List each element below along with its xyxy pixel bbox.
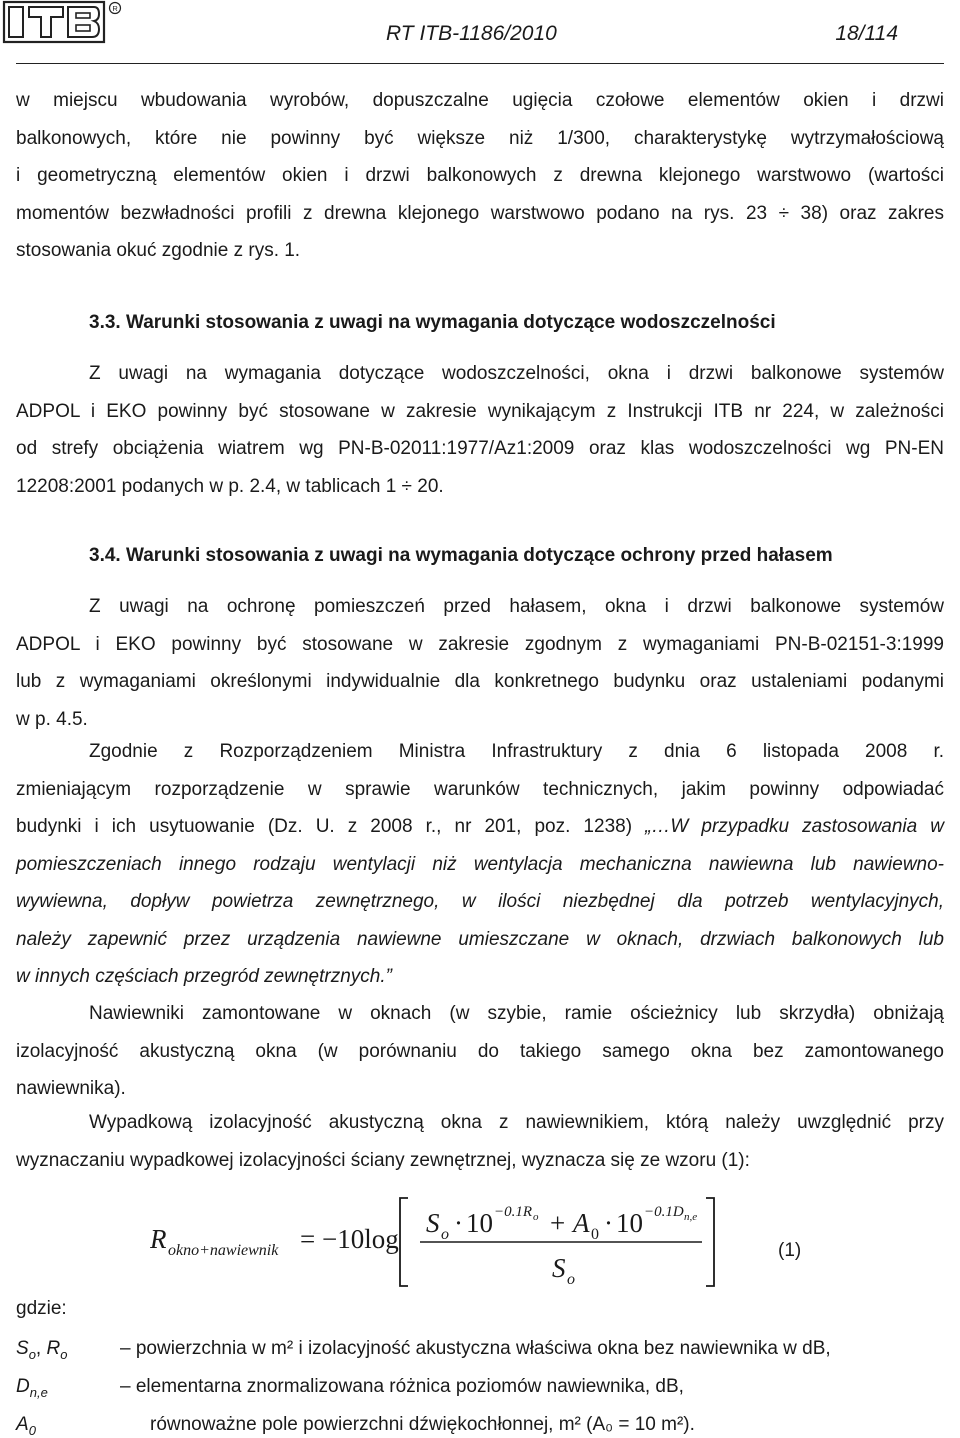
numerator-A-sub: 0 <box>591 1226 599 1243</box>
paragraph-regulation <box>16 733 944 996</box>
itb-logo <box>2 0 122 44</box>
svg-text:R: R <box>112 4 118 13</box>
equation-number: (1) <box>778 1240 802 1261</box>
text-line: wyznaczaniu wypadkowej izolacyjności ściany zewnętrznej, wyznacza się ze wzoru (1): <box>16 1149 750 1171</box>
denominator-S: S <box>552 1253 566 1283</box>
definition-symbol: $D_{n,e}$ <box>16 1376 48 1400</box>
formula-lhs-sub: okno+nawiewnik <box>168 1242 279 1259</box>
text-line: w miejscu wbudowania wyrobów, dopuszczalne ugięcia czołowe elementów okien i drzwi <box>16 90 944 111</box>
text-line: od strefy obciążenia wiatrem wg PN-B-02011:1977/Az1:2009 oraz klas wodoszczelności wg PN-EN <box>16 438 944 459</box>
dot-2: · <box>604 1208 613 1238</box>
numerator-S: S <box>426 1208 440 1238</box>
paragraph-noise-protection <box>16 588 944 738</box>
definition-symbol: $S_o$, $R_o$ <box>16 1338 68 1362</box>
document-reference: RT ITB-1186/2010 <box>386 22 557 45</box>
quote-span: „…W przypadku zastosowania w <box>645 816 944 837</box>
quote-line: pomieszczeniach innego rodzaju wentylacji niż wentylacja mechaniczna nawiewna lub nawiewno- <box>16 853 944 875</box>
denominator-S-sub: o <box>567 1271 575 1288</box>
left-bracket <box>400 1198 408 1286</box>
exponent-1-sub: o <box>533 1211 539 1223</box>
text-line: balkonowych, które nie powinny być większe niż 1/300, charakterystykę wytrzymałościową <box>16 127 944 149</box>
paragraph-formula-intro <box>16 1104 944 1179</box>
page-header <box>0 0 960 52</box>
quote-line: należy zapewnić przez urządzenia nawiewne umieszczane w oknach, drzwiach balkonowych lub <box>16 928 944 950</box>
text-line <box>16 808 944 846</box>
text-line: 12208:2001 podanych w p. 2.4, w tablicach 1 ÷ 20. <box>16 475 444 497</box>
definition-text: równoważne pole powierzchni dźwiękochłonnej, m² (A₀ = 10 m²). <box>150 1414 695 1435</box>
text-line: Zgodnie z Rozporządzeniem Ministra Infrastruktury z dnia 6 listopada 2008 r. <box>89 741 944 762</box>
text-line: w p. 4.5. <box>16 708 88 730</box>
paragraph-intro <box>16 82 944 270</box>
dot-1: · <box>454 1208 463 1238</box>
text-line: ADPOL i EKO powinny być stosowane w zakresie zgodnym z wymaganiami PN-B-02151-3:1999 <box>16 633 944 655</box>
formula-equals: = −10log <box>300 1224 399 1254</box>
numerator-A: A <box>573 1208 590 1238</box>
exponent-2-sub: n,e <box>684 1211 698 1223</box>
formula-lhs: R <box>150 1224 167 1254</box>
right-bracket <box>706 1198 714 1286</box>
exponent-1: −0.1R <box>494 1204 533 1220</box>
definition-text: – powierzchnia w m² i izolacyjność akustyczna właściwa okna bez nawiewnika w dB, <box>120 1338 831 1359</box>
header-rule <box>16 63 944 64</box>
paragraph-trickle-vents <box>16 995 944 1108</box>
text-line: i geometryczną elementów okien i drzwi balkonowych z drewna klejonego warstwowo (wartości <box>16 165 944 186</box>
definition-symbol: $A_0$ <box>16 1414 36 1438</box>
ten-1: 10 <box>466 1208 493 1238</box>
text-line: izolacyjność akustyczną okna (w porównaniu do takiego samego okna bez zamontowanego <box>16 1040 944 1062</box>
text-line: Wypadkową izolacyjność akustyczną okna z nawiewnikiem, którą należy uwzględnić przy <box>89 1112 944 1133</box>
section-heading-3-4: 3.4. Warunki stosowania z uwagi na wymagania dotyczące ochrony przed hałasem <box>89 545 833 566</box>
numerator-S-sub: o <box>441 1226 449 1243</box>
text-line: Z uwagi na ochronę pomieszczeń przed hałasem, okna i drzwi balkonowe systemów <box>89 596 944 617</box>
text-line: stosowania okuć zgodnie z rys. 1. <box>16 240 301 261</box>
text-line: Nawiewniki zamontowane w oknach (w szybie, ramie ościeżnicy lub skrzydła) obniżają <box>89 1003 944 1024</box>
page-number: 18/114 <box>835 22 898 45</box>
formula-1 <box>150 1192 940 1292</box>
ten-2: 10 <box>616 1208 643 1238</box>
text-line: Z uwagi na wymagania dotyczące wodoszczelności, okna i drzwi balkonowe systemów <box>89 363 944 384</box>
quote-line: wywiewna, dopływ powietrza zewnętrznego, w ilości niezbędnej dla potrzeb wentylacyjnych, <box>16 891 944 912</box>
quote-line: w innych częściach przegród zewnętrznych.” <box>16 966 392 987</box>
definitions-label: gdzie: <box>16 1298 67 1319</box>
text-line: lub z wymaganiami określonymi indywidualnie dla konkretnego budynku oraz ustaleniami podanymi <box>16 671 944 692</box>
exponent-2: −0.1D <box>644 1204 684 1220</box>
paragraph-water-tightness <box>16 355 944 505</box>
section-heading-3-3: 3.3. Warunki stosowania z uwagi na wymagania dotyczące wodoszczelności <box>89 312 776 333</box>
plus-sign: + <box>550 1208 566 1238</box>
text-line: momentów bezwładności profili z drewna klejonego warstwowo podano na rys. 23 ÷ 38) oraz zakres <box>16 202 944 224</box>
text-line: zmieniającym rozporządzenie w sprawie warunków technicznych, jakim powinny odpowiadać <box>16 778 944 800</box>
definition-text: – elementarna znormalizowana różnica poziomów nawiewnika, dB, <box>120 1376 684 1397</box>
text-line: ADPOL i EKO powinny być stosowane w zakresie wynikającym z Instrukcji ITB nr 224, w zależności <box>16 400 944 422</box>
text-span: budynki i ich usytuowanie (Dz. U. z 2008 r., nr 201, poz. 1238) <box>16 816 646 837</box>
text-line: nawiewnika). <box>16 1078 126 1099</box>
